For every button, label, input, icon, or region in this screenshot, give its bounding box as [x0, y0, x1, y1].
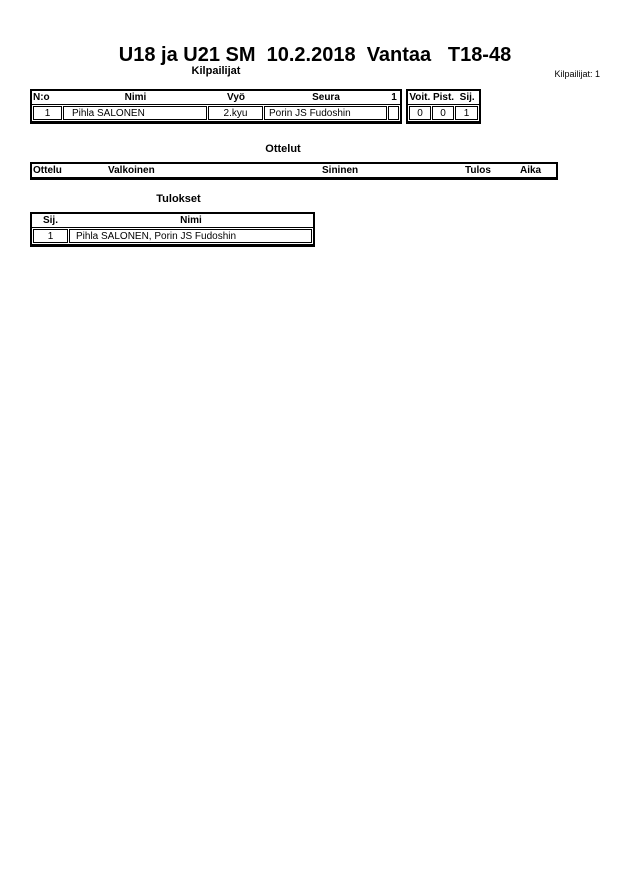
competitors-table-main	[30, 89, 402, 124]
competitors-table-header-row	[32, 91, 400, 105]
header-place: Sij.	[459, 92, 475, 103]
results-table-box	[30, 212, 315, 247]
header-result-name: Nimi	[180, 215, 202, 226]
page-title: U18 ja U21 SM 10.2.2018 Vantaa T18-48	[118, 44, 512, 66]
cell-pool	[388, 106, 399, 120]
cell-result-name: Pihla SALONEN, Porin JS Fudoshin	[69, 229, 312, 243]
result-row	[32, 228, 313, 244]
competitors-table	[30, 89, 481, 124]
results-table	[30, 212, 315, 247]
cell-points: 0	[432, 106, 454, 120]
competitor-row	[32, 105, 400, 121]
cell-no: 1	[33, 106, 62, 120]
cell-belt: 2.kyu	[208, 106, 263, 120]
header-result: Tulos	[465, 165, 491, 176]
header-club: Seura	[312, 92, 340, 103]
results-heading: Tulokset	[156, 193, 201, 205]
header-white: Valkoinen	[108, 165, 155, 176]
header-wins: Voit.	[409, 92, 431, 103]
header-blue: Sininen	[322, 165, 359, 176]
competitors-table-results	[406, 89, 481, 124]
cell-result-place: 1	[33, 229, 68, 243]
results-table-header-row	[32, 214, 313, 228]
header-pool: 1	[391, 92, 397, 103]
header-time: Aika	[520, 165, 542, 176]
cell-place: 1	[455, 106, 478, 120]
header-no: N:o	[33, 92, 50, 103]
header-result-place: Sij.	[42, 215, 58, 226]
matches-table-header	[30, 162, 558, 180]
cell-club: Porin JS Fudoshin	[264, 106, 387, 120]
competitor-results-row	[408, 105, 479, 121]
header-belt: Vyö	[227, 92, 245, 103]
competitors-results-header-row	[408, 91, 479, 105]
header-points: Pist.	[432, 92, 455, 103]
cell-name: Pihla SALONEN	[63, 106, 207, 120]
competitors-heading: Kilpailijat	[191, 65, 241, 77]
header-name: Nimi	[124, 92, 147, 103]
cell-wins: 0	[409, 106, 431, 120]
header-match: Ottelu	[33, 165, 62, 176]
competitors-count: Kilpailijat: 1	[554, 69, 600, 79]
matches-heading: Ottelut	[265, 143, 301, 155]
